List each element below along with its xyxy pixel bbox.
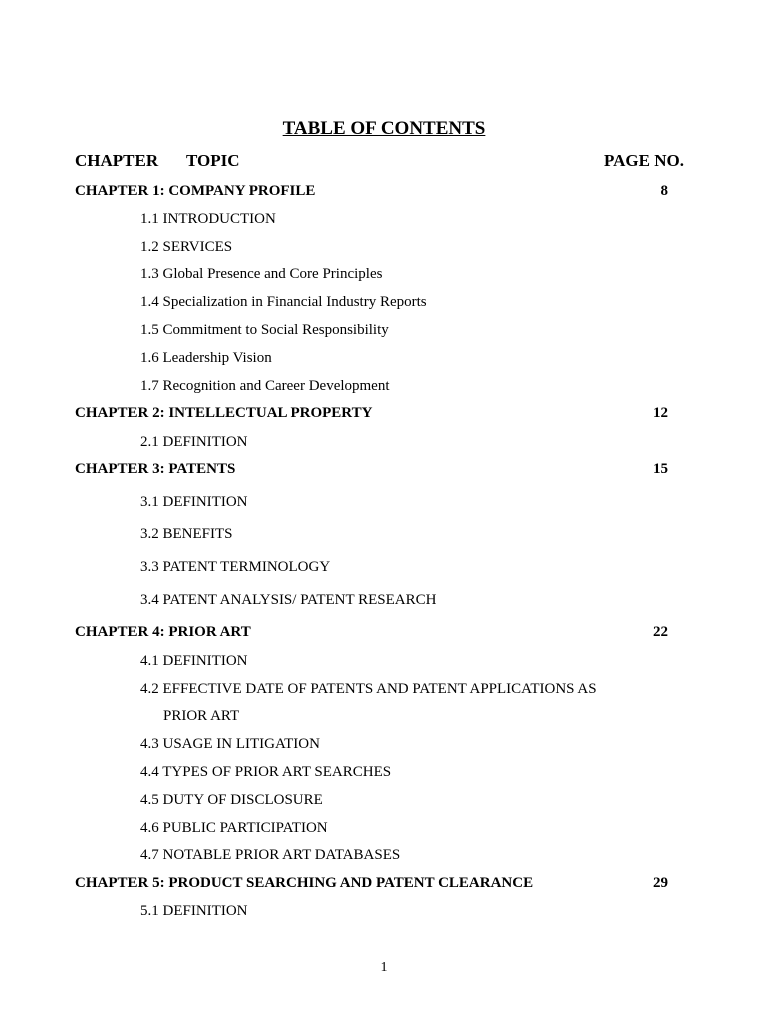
toc-section-title: 5.1 DEFINITION bbox=[140, 903, 248, 919]
toc-chapter-title: CHAPTER 3: PATENTS bbox=[75, 461, 236, 477]
toc-section-title: 1.7 Recognition and Career Development bbox=[140, 378, 390, 394]
toc-section-row bbox=[0, 705, 768, 727]
toc-chapter-row bbox=[0, 458, 768, 480]
toc-chapter-title: CHAPTER 1: COMPANY PROFILE bbox=[75, 183, 316, 199]
toc-section-row bbox=[0, 650, 768, 672]
page-title: TABLE OF CONTENTS bbox=[282, 118, 486, 139]
toc-section-title: 3.4 PATENT ANALYSIS/ PATENT RESEARCH bbox=[140, 592, 437, 608]
toc-chapter-title: CHAPTER 2: INTELLECTUAL PROPERTY bbox=[75, 405, 373, 421]
toc-section-row bbox=[0, 347, 768, 369]
toc-section-title: 4.3 USAGE IN LITIGATION bbox=[140, 736, 320, 752]
toc-page-number: 8 bbox=[660, 183, 668, 199]
toc-section-row bbox=[0, 556, 768, 578]
toc-section-row bbox=[0, 761, 768, 783]
toc-page-number: 12 bbox=[653, 405, 668, 421]
toc-section-title: 4.2 EFFECTIVE DATE OF PATENTS AND PATENT APPLICATIONS AS bbox=[140, 681, 597, 697]
toc-section-title: 2.1 DEFINITION bbox=[140, 434, 248, 450]
toc-section-title: PRIOR ART bbox=[163, 708, 240, 724]
column-header-page: PAGE NO. bbox=[604, 151, 684, 170]
toc-section-title: 3.2 BENEFITS bbox=[140, 526, 233, 542]
toc-page-number: 29 bbox=[653, 875, 668, 891]
toc-section-row bbox=[0, 375, 768, 397]
toc-section-title: 4.6 PUBLIC PARTICIPATION bbox=[140, 820, 328, 836]
toc-section-title: 4.4 TYPES OF PRIOR ART SEARCHES bbox=[140, 764, 392, 780]
toc-page-number: 22 bbox=[653, 624, 668, 640]
toc-section-title: 4.7 NOTABLE PRIOR ART DATABASES bbox=[140, 847, 401, 863]
toc-chapter-row bbox=[0, 621, 768, 643]
toc-section-row bbox=[0, 319, 768, 341]
toc-section-title: 3.1 DEFINITION bbox=[140, 494, 248, 510]
toc-section-title: 4.1 DEFINITION bbox=[140, 653, 248, 669]
toc-chapter-title: CHAPTER 4: PRIOR ART bbox=[75, 624, 251, 640]
toc-section-row bbox=[0, 844, 768, 866]
toc-section-row bbox=[0, 263, 768, 285]
page-number: 1 bbox=[380, 960, 388, 975]
toc-section-row bbox=[0, 733, 768, 755]
toc-section-title: 1.4 Specialization in Financial Industry Reports bbox=[140, 294, 427, 310]
toc-section-row bbox=[0, 900, 768, 922]
toc-section-row bbox=[0, 789, 768, 811]
toc-page-number: 15 bbox=[653, 461, 668, 477]
toc-section-title: 4.5 DUTY OF DISCLOSURE bbox=[140, 792, 323, 808]
toc-section-row bbox=[0, 236, 768, 258]
toc-chapter-row bbox=[0, 402, 768, 424]
toc-section-row bbox=[0, 678, 768, 700]
toc-section-row bbox=[0, 523, 768, 545]
toc-section-title: 1.2 SERVICES bbox=[140, 239, 233, 255]
toc-section-title: 1.1 INTRODUCTION bbox=[140, 211, 276, 227]
column-header-topic: TOPIC bbox=[186, 151, 240, 170]
toc-chapter-row bbox=[0, 872, 768, 894]
column-header-chapter: CHAPTER bbox=[75, 151, 159, 170]
toc-chapter-title: CHAPTER 5: PRODUCT SEARCHING AND PATENT CLEARANCE bbox=[75, 875, 534, 891]
toc-section-title: 1.3 Global Presence and Core Principles bbox=[140, 266, 383, 282]
toc-section-row bbox=[0, 291, 768, 313]
toc-chapter-row bbox=[0, 180, 768, 202]
toc-section-title: 3.3 PATENT TERMINOLOGY bbox=[140, 559, 331, 575]
toc-section-row bbox=[0, 817, 768, 839]
toc-section-title: 1.6 Leadership Vision bbox=[140, 350, 272, 366]
toc-section-row bbox=[0, 491, 768, 513]
toc-section-row bbox=[0, 431, 768, 453]
toc-section-row bbox=[0, 208, 768, 230]
toc-section-row bbox=[0, 589, 768, 611]
toc-section-title: 1.5 Commitment to Social Responsibility bbox=[140, 322, 389, 338]
